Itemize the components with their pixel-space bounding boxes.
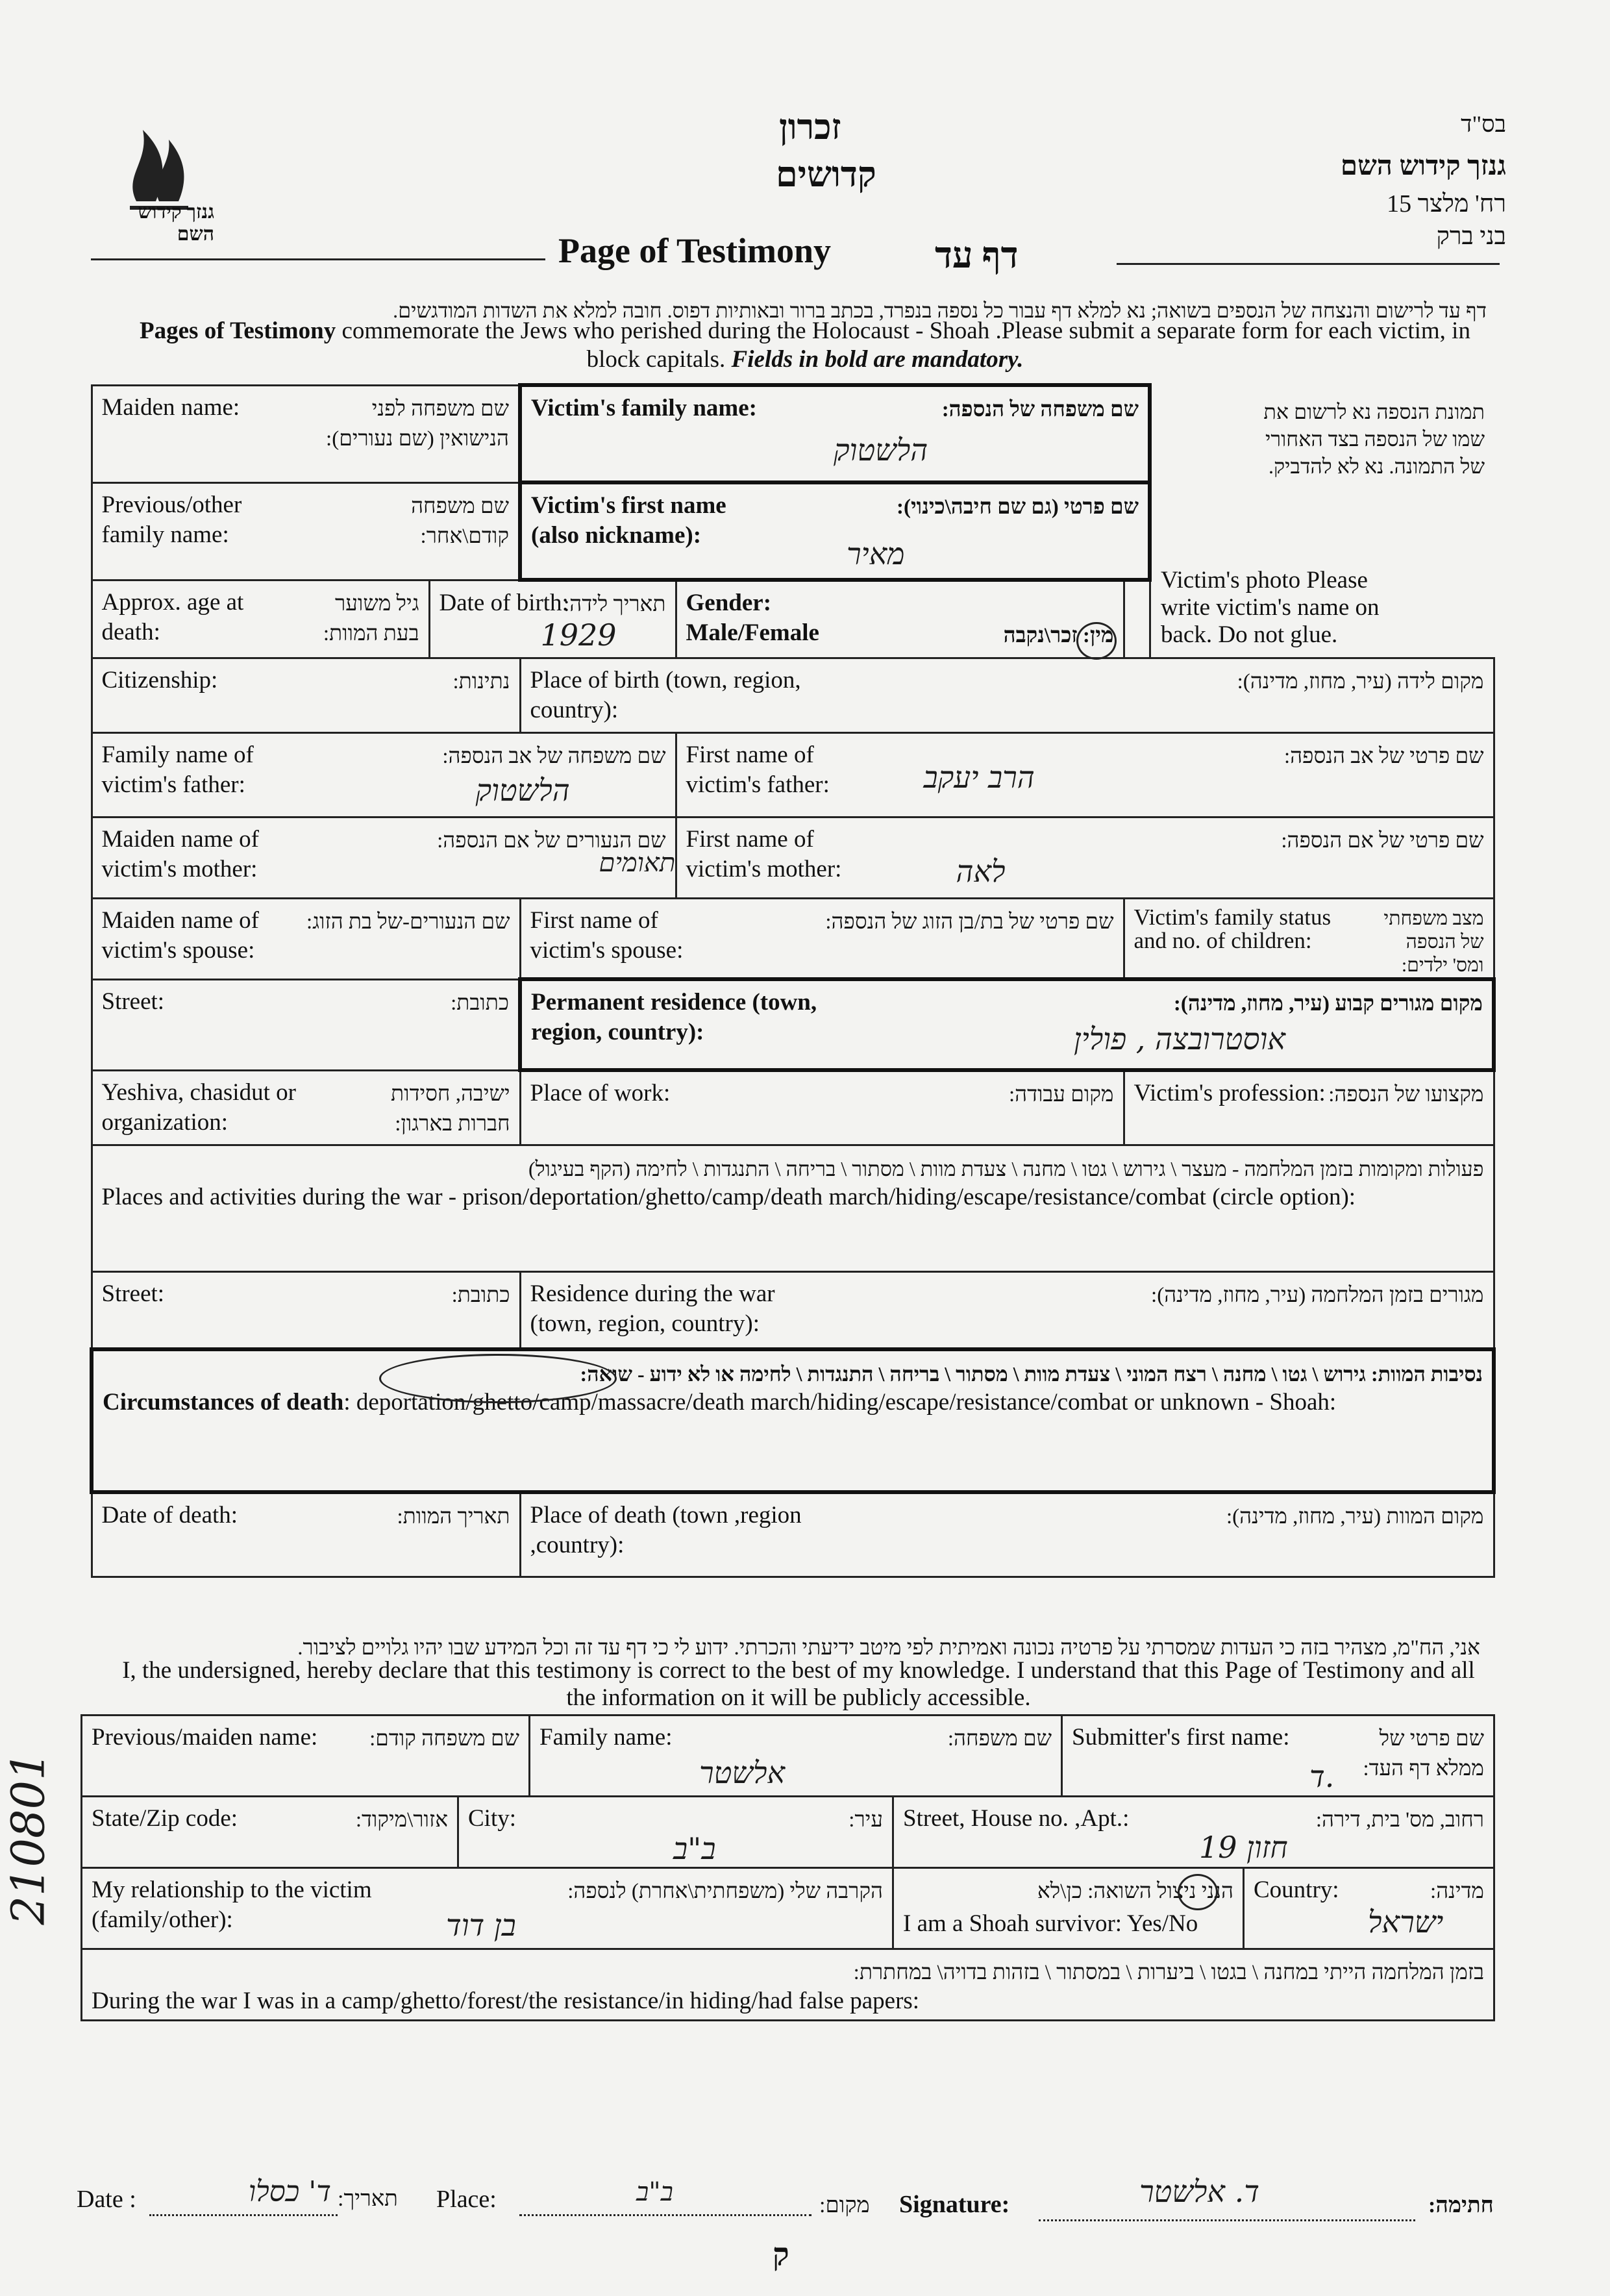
street-value: חזון 19 <box>1199 1830 1288 1865</box>
father-first-value: הרב יעקב <box>923 759 1035 795</box>
victim-first-name-field[interactable]: Victim's first name (also nickname): שם פרטי (גם שם חיבה\כינוי): מאיר <box>520 482 1150 580</box>
family-name-value: הלשטוק <box>834 432 928 468</box>
zip-code-field[interactable]: State/Zip code: אזור\מיקוד: <box>82 1797 458 1868</box>
intro-english-body: commemorate the Jews who perished during the Holocaust - Shoah .Please submit a separate form for each victim, in block capitals. <box>336 318 1470 373</box>
profession-field[interactable]: Victim's profession: מקצועו של הנספה: <box>1124 1070 1494 1145</box>
title-he-1: זכרון <box>779 108 841 147</box>
footer-place-en: Place: <box>436 2186 497 2213</box>
intro-english <box>110 317 1500 374</box>
submitter-table <box>80 1714 1495 2021</box>
place-of-work-field[interactable]: Place of work: מקום עבודה: <box>520 1070 1124 1145</box>
war-activities-field[interactable]: פעולות ומקומות בזמן המלחמה - מעצר \ גירוש \ גטו \ מחנה \ צעדת מוות \ מסתור \ בריחה \ התנגדות \ לחימה (הקף בעיגול) Places and activities during the war - prison/deportation/ghetto/camp/death march/hiding/escape/resistance/combat (circle option): <box>92 1145 1494 1271</box>
circumstances-of-death-field[interactable]: נסיבות המוות: גירוש \ גטו \ מחנה \ רצח המוני \ צעדת מוות \ מסתור \ בריחה \ התנגדות \ לחימה או לא ידוע - שואה: Circumstances of death: deportation/ghetto/camp/massacre/death march/hiding/escape/resistance/combat or unknown - Shoah: <box>92 1349 1494 1492</box>
title-he-3: דף עד <box>935 236 1019 276</box>
first-name-value: מאיר <box>847 536 905 571</box>
submitter-previous-name-field[interactable]: Previous/maiden name: שם משפחה קודם: <box>82 1716 530 1797</box>
city-value: ב"ב <box>673 1831 716 1866</box>
form-table <box>90 383 1496 1578</box>
maiden-name-field[interactable]: Maiden name: שם משפחה לפני הנישואין (שם נעורים): <box>92 385 520 482</box>
war-street-field[interactable]: Street: כתובת: <box>92 1271 520 1349</box>
footer-signature-line[interactable] <box>1039 2219 1415 2221</box>
residence-value: אוסטרובצה , פולין <box>1074 1021 1285 1056</box>
survivor-no-circle <box>1178 1874 1218 1910</box>
title-en: Page of Testimony <box>558 231 832 270</box>
org-city: בני ברק <box>1436 223 1506 250</box>
submitter-family-value: אלשטר <box>699 1755 786 1790</box>
previous-family-name-field[interactable]: Previous/other family name: שם משפחה קודם\אחר: <box>92 482 520 580</box>
declaration-english: I, the undersigned, hereby declare that this testimony is correct to the best of my knowledge. I understand that this Page of Testimony and all the information on it will be publicly accessible. <box>122 1657 1475 1711</box>
submitter-first-value: ד. <box>1309 1759 1335 1794</box>
submitter-first-name-field[interactable]: Submitter's first name: שם פרטי של ממלא דף העד: ד. <box>1062 1716 1494 1797</box>
family-status-field[interactable]: Victim's family status and no. of children: מצב משפחתי של הנספה ומס' ילדים: <box>1124 898 1494 979</box>
date-of-birth-field[interactable]: Date of birth: תאריך לידה: 1929 <box>429 580 676 658</box>
victim-family-name-field[interactable]: Victim's family name: שם משפחה של הנספה: הלשטוק <box>520 385 1150 482</box>
relationship-field[interactable]: My relationship to the victim (family/other): הקרבה שלי (משפחתית\אחרת) לנספה: בן דוד <box>82 1868 893 1949</box>
spouse-maiden-name-field[interactable]: Maiden name of victim's spouse: שם הנעורים-של בת הזוג: <box>92 898 520 979</box>
footer-date-line[interactable] <box>149 2214 338 2216</box>
relationship-value: בן דוד <box>446 1908 516 1943</box>
father-family-value: הלשטוק <box>475 772 570 808</box>
footer-date-en: Date : <box>77 2186 136 2213</box>
intro-mandatory: Fields in bold are mandatory. <box>731 346 1024 373</box>
footer-signature-en: Signature: <box>899 2191 1010 2218</box>
header-rule-right <box>1117 263 1500 265</box>
footer-signature-value: ד. אלשטר <box>1139 2174 1259 2209</box>
street-field[interactable]: Street: כתובת: <box>92 979 520 1070</box>
footer-signature-he: חתימה: <box>1428 2193 1494 2217</box>
gender-male-circle <box>1076 622 1117 660</box>
footer-place-value: ב"ב <box>636 2177 673 2207</box>
victim-photo-box: תמונת הנספה נא לרשום את שמו של הנספה בצד האחורי של התמונה. נא לא להדביק. Victim's photo Please write victim's name on back. Do not glue. <box>1150 385 1494 658</box>
logo-text: גנזך קידוש השם <box>138 201 214 245</box>
declaration-hebrew: אני, הח"מ, מצהיר בזה כי העדות שמסרתי על פרטיה נכונה ואמיתית לפי מיטב ידיעתי והכרתי. ידוע לי כי דף עד זה וכל המידע שבו יהיו גלויים לציבור. <box>297 1636 1480 1660</box>
survivor-field[interactable]: הנני ניצול השואה: כן\לא I am a Shoah survivor: Yes/No <box>893 1868 1244 1949</box>
age-at-death-field[interactable]: Approx. age at death: גיל משוער בעת המוות: <box>92 580 429 658</box>
mother-first-value: לאה <box>956 853 1006 889</box>
intro-english-bold: Pages of Testimony <box>140 318 336 344</box>
place-of-birth-field[interactable]: Place of birth (town, region, country): מקום לידה (עיר, מחוז, מדינה): <box>520 658 1494 732</box>
header-bsd: בס"ד <box>1461 111 1506 137</box>
city-field[interactable]: City: עיר: ב"ב <box>458 1797 893 1868</box>
footer-place-line[interactable] <box>519 2214 811 2216</box>
unknown-shoah-circle <box>379 1354 617 1403</box>
footer-date-value: ד' כסלו <box>248 2175 331 2208</box>
dob-value: 1929 <box>540 618 617 653</box>
street-house-field[interactable]: Street, House no. ,Apt.: רחוב, מס' בית, דירה: חזון 19 <box>893 1797 1494 1868</box>
spouse-first-name-field[interactable]: First name of victim's spouse: שם פרטי של בת/בן הזוג של הנספה: <box>520 898 1124 979</box>
intro-hebrew: דף עד לרישום והנצחה של הנספים בשואה; נא למלא דף עבור כל נספה בנפרד, בכתב ברור ובאותיות דפוס. חובה למלא את השדות המודגשים. <box>393 299 1487 322</box>
permanent-residence-field[interactable]: Permanent residence (town, region, country): מקום מגורים קבוע (עיר, מחוז, מדינה): אוסטרובצה , פולין <box>520 979 1494 1070</box>
country-value: ישראל <box>1368 1904 1444 1940</box>
margin-number: 210801 <box>1 1751 55 1925</box>
war-residence-field[interactable]: Residence during the war (town, region, country): מגורים בזמן המלחמה (עיר, מחוז, מדינה): <box>520 1271 1494 1349</box>
place-of-death-field[interactable]: Place of death (town ,region ,country): מקום המוות (עיר, מחוז, מדינה): <box>520 1492 1494 1577</box>
father-family-name-field[interactable]: Family name of victim's father: שם משפחה של אב הנספה: הלשטוק <box>92 732 676 817</box>
footer-stamp: ק <box>773 2238 787 2272</box>
date-of-death-field[interactable]: Date of death: תאריך המוות: <box>92 1492 520 1577</box>
title-he-2: קדושים <box>776 155 876 194</box>
mother-first-name-field[interactable]: First name of victim's mother: שם פרטי של אם הנספה: לאה <box>676 817 1494 898</box>
footer-place-he: מקום: <box>819 2193 870 2217</box>
citizenship-field[interactable]: Citizenship: נתינות: <box>92 658 520 732</box>
footer-date-he: תאריך: <box>338 2187 398 2211</box>
org-street: רח' מלצר 15 <box>1387 190 1506 218</box>
gender-field[interactable]: Gender: Male/Female מין: זכר\נקבה <box>676 580 1124 658</box>
mother-maiden-value: תאומים <box>599 847 676 878</box>
submitter-family-name-field[interactable]: Family name: שם משפחה: אלשטר <box>530 1716 1062 1797</box>
yeshiva-field[interactable]: Yeshiva, chasidut or organization: ישיבה, חסידות חברות בארגון: <box>92 1070 520 1145</box>
country-field[interactable]: Country: מדינה: ישראל <box>1244 1868 1494 1949</box>
org-name: גנזך קידוש השם <box>1340 151 1506 181</box>
father-first-name-field[interactable]: First name of victim's father: שם פרטי של אב הנספה: הרב יעקב <box>676 732 1494 817</box>
mother-maiden-name-field[interactable]: Maiden name of victim's mother: שם הנעורים של אם הנספה: תאומים <box>92 817 676 898</box>
during-war-field[interactable]: בזמן המלחמה הייתי במחנה \ בגטו \ ביערות \ במסתור \ בזהות בדויה\ במחתרת: During the war I was in a camp/ghetto/forest/the resistance/in hiding/had false papers: <box>82 1949 1494 2021</box>
header-rule-left <box>91 258 545 260</box>
